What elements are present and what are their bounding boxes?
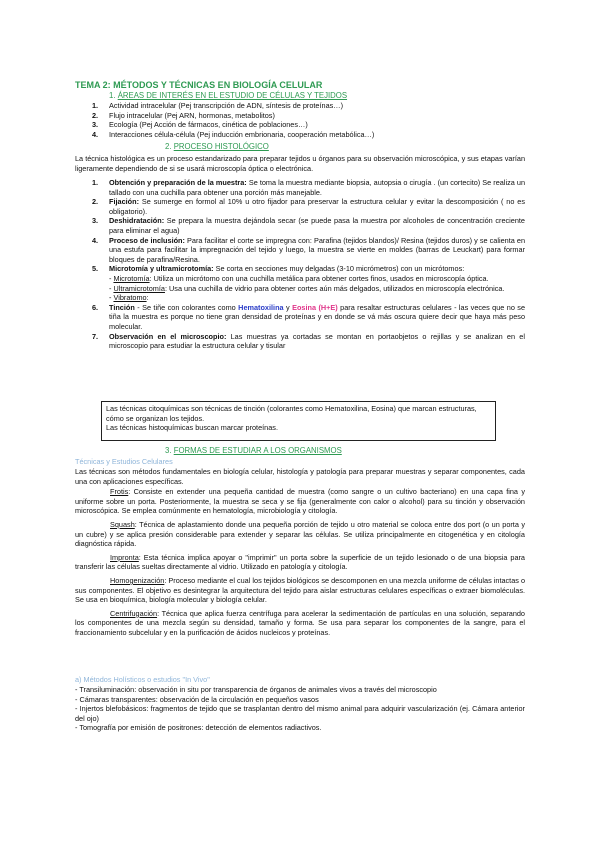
sub-item-vibratomo: - Vibratomo: [109,293,149,303]
list-item: - Injertos blefobásicos: fragmentos de tejido que se trasplantan dentro del mismo animal para adquirir vascularización (ej. Cámara anterior del ojo) [75,704,525,723]
technique-frotis: Frotis: Consiste en extender una pequeña cantidad de muestra (como sangre o un cultivo bacteriano) en una capa fina y uniforme sobre un porta. Posteriormente, la muestra se seca y se fija (generalmente con calor o alcohol) para su tinción y observación microscópica. Se emplea comúnmente en hematología, microbiología y citología. [75,487,525,516]
section-title: FORMAS DE ESTUDIAR A LOS ORGANISMOS [173,446,342,455]
list-item: 7. Observación en el microscopio: Las muestras ya cortadas se montan en portaobjetos o rejillas y se analizan en el microscopio para estudiar la estructura celular y tisular [92,331,525,351]
technique-impronta: Impronta: Esta técnica implica apoyar o "imprimir" un porta sobre la superficie de un tejido lesionado o de una biopsia para transferir las células sueltas directamente al vidrio. Utilizado en patología y citología. [75,552,525,572]
sub-item-microtomia: - Microtomía: Utiliza un micrótomo con una cuchilla metálica para obtener cortes finos, usados en microscopía óptica. [109,273,489,283]
sub-item-ultramicrotomia: - Ultramicrotomía: Usa una cuchilla de vidrio para obtener cortes aún más delgados, utilizados en microscopía electrónica. [109,283,505,293]
list-item: 1. Obtención y preparación de la muestra: Se toma la muestra mediante biopsia, autopsia o cirugía . (un cortecito) Se realiza un tallado con una cuchilla para obtener una porción más manejable. [92,178,525,197]
list-item: 2. Flujo intracelular (Pej ARN, hormonas, metabolitos) [92,110,275,120]
section-2-list [92,178,525,351]
section-title: PROCESO HISTOLÓGICO [173,142,269,151]
list-item: 2. Fijación: Se sumerge en formol al 10% u otro fijador para preservar la estructura celular y evitar la descomposición ( no es obligatorio). [92,197,525,216]
list-item: 3. Ecología (Pej Acción de fármacos, cinética de poblaciones…) [92,120,308,130]
list-item: 3. Deshidratación: Se prepara la muestra dejándola secar (se puede pasa la muestra por alcoholes de concentración creciente para eliminar el agua) [92,216,525,235]
list-item: 5. Microtomía y ultramicrotomía: Se corta en secciones muy delgadas (3-10 micrómetros) con un micrótomos: - Microtomía: Utiliza un micrótomo con una cuchilla metálica para obtener cortes finos, usados en microscopía óptica. - Ultramicrotomía: Usa una cuchilla de vidrio para obtener cortes aún más delgados, utilizados en microscopía electrónica. - Vibratomo: [92,264,525,302]
section-title: ÁREAS DE INTERÉS EN EL ESTUDIO DE CÉLULAS Y TEJIDOS [117,91,348,100]
list-item: 6. Tinción - Se tiñe con colorantes como Hematoxilina y Eosina (H+E) para resaltar estructuras celulares - las veces que no se tiña la muestra es porque no tiene gran densidad de proteínas y en donde se vá más oscura quiere decir que haya más peso molecular. [92,302,526,331]
techniques-text [75,467,525,638]
list-item: - Tomografía por emisión de positrones: detección de elementos radiactivos. [75,723,322,733]
list-item: 4. Proceso de inclusión: Para facilitar el corte se impregna con: Parafina (tejidos blandos)/ Resina (tejidos duros) y se calienta en una estufa para facilitar la impregnación del tejido y luego, la muestra se vierte en moldes (barras de Leuckart) para formar bloques de parafina/Resina. [92,235,526,264]
technique-centrifugacion: Centrifugación: Técnica que aplica fuerza centrífuga para acelerar la sedimentación de partículas en una solución, separando los componentes de una mezcla según su densidad, tamaño y forma. Se usa para separar los componentes de la sangre, para el fraccionamiento subcelular y en la purificación de ácidos nucleicos y proteínas. [75,608,525,637]
list-item: - Transiluminación: observación in situ por transparencia de órganos de animales vivos a través del microscopio [75,685,437,694]
section-1-list [92,101,522,139]
section-2-intro: La técnica histológica es un proceso estandarizado para preparar tejidos u órganos para su observación microscópica, y sus etapas varían ligeramente dependiendo de si se usará microscopía óptica o electrónica. [75,154,525,173]
techniques-intro: Las técnicas son métodos fundamentales en biología celular, histología y patología para preparar muestras y separar componentes, cada una con aplicaciones específicas. [75,467,525,486]
note-line: Las técnicas citoquímicas son técnicas de tinción (colorantes como Hematoxilina, Eosina) que marcan estructuras, cómo se organizan los tejidos. [106,404,477,423]
section-3-heading [165,446,342,455]
technique-squash: Squash: Técnica de aplastamiento donde una pequeña porción de tejido u otro material se coloca entre dos port (o un porta y un cubre) y se aplica presión considerable para extender y separar las células. Se utiliza principalmente en citogenética y en citología diagnóstica rápida. [75,519,525,549]
section-2-heading [165,142,269,151]
list-item: 1. Actividad intracelular (Pej transcripción de ADN, síntesis de proteínas…) [92,101,344,110]
in-vivo-list [75,685,525,733]
page-title: TEMA 2: MÉTODOS Y TÉCNICAS EN BIOLOGÍA CELULAR [75,80,323,90]
section-1-heading [109,91,347,100]
section-number: 2. [165,142,172,151]
technique-homogenizacion: Homogenización: Proceso mediante el cual los tejidos biológicos se descomponen en una mezcla uniforme de células intactas o sus componentes. El objetivo es desintegrar la arquitectura del tejido para aislar estructuras celulares específicas o extraer biomoléculas. Se usa en bioquímica, biología molecular y biología celular. [75,575,525,605]
section-number: 3. [165,446,172,455]
subheading-techniques: Técnicas y Estudios Celulares [75,457,173,466]
list-item: - Cámaras transparentes: observación de la circulación en pequeños vasos [75,694,319,704]
note-line: Las técnicas histoquímicas buscan marcar proteínas. [106,423,278,433]
subheading-in-vivo: a) Métodos Holísticos o estudios "In Vivo" [75,675,210,684]
note-box [101,401,496,441]
section-number: 1. [109,91,116,100]
list-item: 4. Interacciones célula-célula (Pej inducción embrionaria, cooperación metabólica…) [92,129,375,139]
